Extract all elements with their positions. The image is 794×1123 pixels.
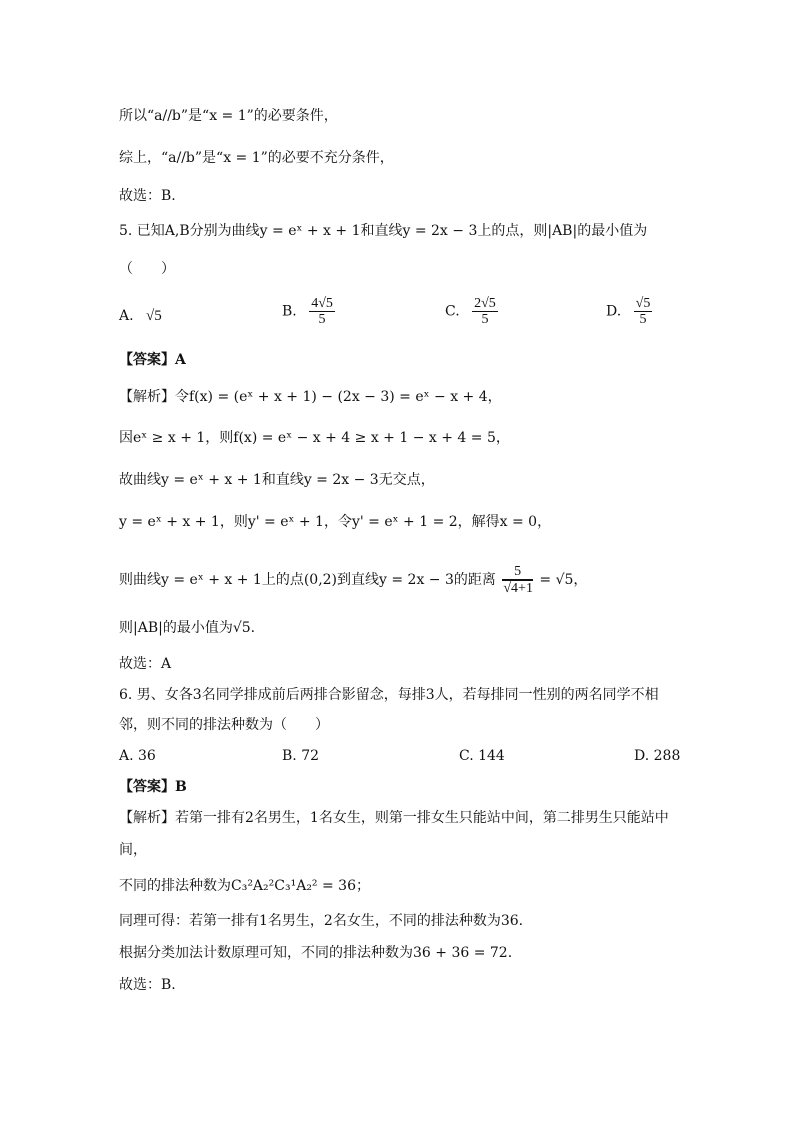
solution-line: 同理可得：若第一排有1名男生，2名女生，不同的排法种数为36. (119, 913, 524, 929)
distance-text: 则曲线y = eˣ + x + 1上的点(0,2)到直线y = 2x − 3的距离 (119, 572, 496, 588)
option-a (119, 306, 162, 326)
fraction-denominator: 5 (639, 312, 647, 327)
distance-result: = √5， (539, 572, 588, 588)
question-6-stem: 邻，则不同的排法种数为（ ） (119, 717, 329, 733)
fraction-numerator: √5 (635, 296, 651, 311)
fraction-numerator: 4√5 (311, 296, 333, 311)
solution-line (119, 564, 587, 596)
text-line: 综上，“a//b”是“x = 1”的必要不充分条件， (119, 150, 394, 166)
fraction (634, 296, 653, 327)
solution-line: 故选：B. (119, 977, 176, 993)
question-5-paren: （ ） (119, 261, 175, 277)
answer-label: 【答案】A (119, 352, 186, 368)
fraction (309, 296, 335, 327)
question-5-stem: 5. 已知A,B分别为曲线y = eˣ + x + 1和直线y = 2x − 3上的点，则|AB|的最小值为 (119, 223, 648, 239)
answer-label: 【答案】B (119, 779, 187, 795)
option-c: C. 144 (459, 748, 505, 764)
option-d (606, 296, 652, 327)
text-line: 故选：B. (119, 188, 176, 204)
solution-line: y = eˣ + x + 1，则y' = eˣ + 1，令y' = eˣ + 1 = 2，解得x = 0， (119, 514, 552, 530)
solution-line: 间， (119, 842, 147, 858)
option-label: C. (445, 303, 460, 320)
solution-line: 【解析】令f(x) = (eˣ + x + 1) − (2x − 3) = eˣ − x + 4， (119, 389, 502, 405)
fraction-numerator: 2√5 (474, 296, 496, 311)
option-label: D. (606, 303, 622, 320)
option-d: D. 288 (634, 748, 681, 764)
fraction-denominator: 5 (481, 312, 489, 327)
solution-line: 不同的排法种数为C₃²A₂²C₃¹A₂² = 36； (119, 878, 370, 894)
solution-line: 故曲线y = eˣ + x + 1和直线y = 2x − 3无交点， (119, 472, 435, 488)
question-6-stem: 6. 男、女各3名同学排成前后两排合影留念，每排3人，若每排同一性别的两名同学不相 (119, 687, 659, 703)
option-label: A. (119, 308, 134, 324)
solution-line: 根据分类加法计数原理可知，不同的排法种数为36 + 36 = 72. (119, 945, 513, 961)
option-c (445, 296, 498, 327)
solution-line: 故选：A (119, 656, 172, 672)
fraction-denominator: 5 (318, 312, 326, 327)
option-a: A. 36 (119, 748, 156, 764)
solution-line: 则|AB|的最小值为√5. (119, 620, 256, 636)
text-line: 所以“a//b”是“x = 1”的必要条件， (119, 108, 338, 124)
fraction-denominator: √4+1 (503, 581, 533, 596)
option-value: √5 (146, 308, 162, 324)
fraction-numerator: 5 (502, 564, 533, 580)
solution-line: 【解析】若第一排有2名男生，1名女生，则第一排女生只能站中间，第二排男生只能站中 (119, 810, 669, 826)
option-b (282, 296, 335, 327)
option-b: B. 72 (282, 748, 320, 764)
fraction (472, 296, 498, 327)
option-label: B. (282, 303, 297, 320)
solution-line: 因eˣ ≥ x + 1，则f(x) = eˣ − x + 4 ≥ x + 1 − x + 4 = 5， (119, 430, 510, 446)
distance-fraction (502, 564, 533, 596)
